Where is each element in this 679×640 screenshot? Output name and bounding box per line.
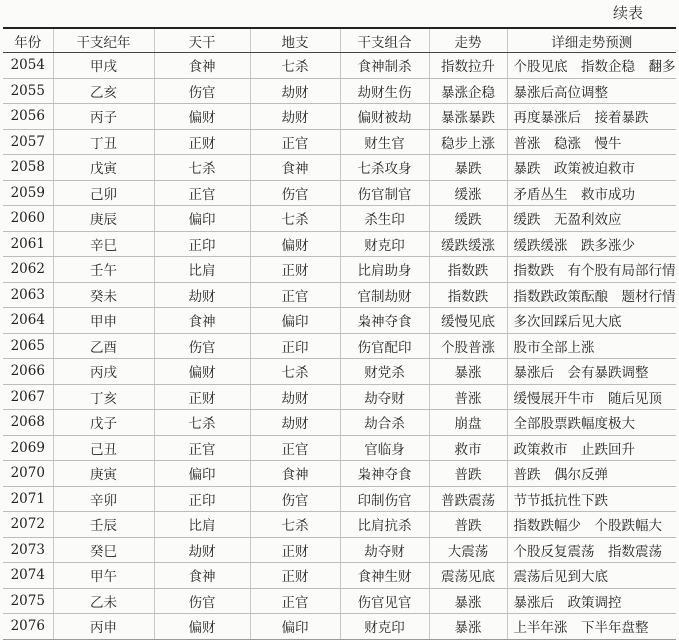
cell-detail: 政策救市 止跌回升 xyxy=(507,435,676,461)
cell-trend: 暴涨 xyxy=(429,588,507,614)
cell-year: 2064 xyxy=(3,308,53,334)
cell-tiangan: 偏印 xyxy=(154,206,250,232)
cell-detail: 节节抵抗性下跌 xyxy=(507,486,676,512)
cell-dizhi: 偏财 xyxy=(250,231,340,257)
cell-trend: 震荡见底 xyxy=(429,563,507,589)
cell-tiangan: 伤官 xyxy=(154,333,250,359)
header-row xyxy=(3,28,676,53)
cell-ganzhi: 丁丑 xyxy=(53,129,154,155)
cell-combination: 比肩助身 xyxy=(340,257,429,283)
cell-ganzhi: 乙未 xyxy=(53,588,154,614)
table-row xyxy=(3,180,676,206)
cell-dizhi: 正财 xyxy=(250,563,340,589)
table-caption: 续表 xyxy=(612,4,643,22)
cell-year: 2057 xyxy=(3,129,53,155)
cell-ganzhi: 丁亥 xyxy=(53,384,154,410)
cell-dizhi: 伤官 xyxy=(250,180,340,206)
cell-trend: 暴涨 xyxy=(429,359,507,385)
cell-tiangan: 食神 xyxy=(154,563,250,589)
cell-trend: 救市 xyxy=(429,435,507,461)
cell-combination: 劫财生伤 xyxy=(340,78,429,104)
cell-dizhi: 劫财 xyxy=(250,104,340,130)
cell-year: 2068 xyxy=(3,410,53,436)
cell-ganzhi: 戊寅 xyxy=(53,155,154,181)
table-row xyxy=(3,231,676,257)
cell-trend: 普跌震荡 xyxy=(429,486,507,512)
cell-year: 2054 xyxy=(3,53,53,79)
cell-detail: 暴涨后 政策调控 xyxy=(507,588,676,614)
cell-ganzhi: 癸未 xyxy=(53,282,154,308)
cell-trend: 缓涨 xyxy=(429,180,507,206)
cell-dizhi: 七杀 xyxy=(250,512,340,538)
table-row xyxy=(3,384,676,410)
cell-combination: 食神制杀 xyxy=(340,53,429,79)
cell-ganzhi: 甲戌 xyxy=(53,53,154,79)
table-row xyxy=(3,155,676,181)
cell-trend: 个股普涨 xyxy=(429,333,507,359)
cell-ganzhi: 甲午 xyxy=(53,563,154,589)
cell-tiangan: 比肩 xyxy=(154,257,250,283)
cell-combination: 枭神夺食 xyxy=(340,308,429,334)
cell-tiangan: 比肩 xyxy=(154,512,250,538)
cell-ganzhi: 甲申 xyxy=(53,308,154,334)
cell-dizhi: 偏印 xyxy=(250,308,340,334)
cell-trend: 大震荡 xyxy=(429,537,507,563)
cell-dizhi: 伤官 xyxy=(250,486,340,512)
cell-detail: 个股见底 指数企稳 翻多 xyxy=(507,53,676,79)
cell-detail: 普跌 偶尔反弹 xyxy=(507,461,676,487)
cell-detail: 全部股票跌幅度极大 xyxy=(507,410,676,436)
cell-trend: 暴跌 xyxy=(429,155,507,181)
cell-dizhi: 七杀 xyxy=(250,359,340,385)
table-row xyxy=(3,308,676,334)
cell-ganzhi: 戊子 xyxy=(53,410,154,436)
cell-detail: 股市全部上涨 xyxy=(507,333,676,359)
cell-year: 2074 xyxy=(3,563,53,589)
cell-combination: 劫合杀 xyxy=(340,410,429,436)
cell-detail: 再度暴涨后 接着暴跌 xyxy=(507,104,676,130)
cell-trend: 指数拉升 xyxy=(429,53,507,79)
cell-detail: 多次回踩后见大底 xyxy=(507,308,676,334)
cell-ganzhi: 癸巳 xyxy=(53,537,154,563)
cell-dizhi: 正官 xyxy=(250,435,340,461)
cell-detail: 矛盾丛生 救市成功 xyxy=(507,180,676,206)
cell-combination: 伤官配印 xyxy=(340,333,429,359)
cell-ganzhi: 丙申 xyxy=(53,614,154,640)
cell-ganzhi: 壬辰 xyxy=(53,512,154,538)
cell-tiangan: 正官 xyxy=(154,180,250,206)
table-row xyxy=(3,104,676,130)
cell-tiangan: 劫财 xyxy=(154,537,250,563)
cell-detail: 缓慢展开牛市 随后见顶 xyxy=(507,384,676,410)
cell-ganzhi: 乙酉 xyxy=(53,333,154,359)
cell-tiangan: 七杀 xyxy=(154,410,250,436)
cell-combination: 官制劫财 xyxy=(340,282,429,308)
cell-year: 2071 xyxy=(3,486,53,512)
cell-tiangan: 正印 xyxy=(154,486,250,512)
cell-dizhi: 劫财 xyxy=(250,78,340,104)
table-row xyxy=(3,78,676,104)
cell-combination: 财克印 xyxy=(340,614,429,640)
cell-combination: 伤官制官 xyxy=(340,180,429,206)
cell-detail: 暴跌 政策被迫救市 xyxy=(507,155,676,181)
cell-combination: 劫夺财 xyxy=(340,384,429,410)
table-row xyxy=(3,563,676,589)
cell-ganzhi: 己卯 xyxy=(53,180,154,206)
cell-combination: 比肩抗杀 xyxy=(340,512,429,538)
cell-tiangan: 七杀 xyxy=(154,155,250,181)
cell-year: 2060 xyxy=(3,206,53,232)
cell-dizhi: 正财 xyxy=(250,257,340,283)
cell-combination: 枭神夺食 xyxy=(340,461,429,487)
table-row xyxy=(3,614,676,640)
cell-tiangan: 劫财 xyxy=(154,282,250,308)
forecast-table xyxy=(3,27,676,640)
table-row xyxy=(3,512,676,538)
cell-dizhi: 正印 xyxy=(250,333,340,359)
cell-year: 2075 xyxy=(3,588,53,614)
cell-dizhi: 七杀 xyxy=(250,206,340,232)
cell-trend: 普跌 xyxy=(429,512,507,538)
cell-combination: 杀生印 xyxy=(340,206,429,232)
cell-combination: 财生官 xyxy=(340,129,429,155)
cell-tiangan: 伤官 xyxy=(154,588,250,614)
cell-trend: 指数跌 xyxy=(429,282,507,308)
cell-dizhi: 正财 xyxy=(250,537,340,563)
cell-year: 2066 xyxy=(3,359,53,385)
cell-combination: 财克印 xyxy=(340,231,429,257)
table-row xyxy=(3,53,676,79)
cell-detail: 震荡后见到大底 xyxy=(507,563,676,589)
cell-detail: 上半年涨 下半年盘整 xyxy=(507,614,676,640)
cell-year: 2069 xyxy=(3,435,53,461)
cell-trend: 崩盘 xyxy=(429,410,507,436)
cell-detail: 个股反复震荡 指数震荡 xyxy=(507,537,676,563)
cell-year: 2059 xyxy=(3,180,53,206)
cell-trend: 暴涨暴跌 xyxy=(429,104,507,130)
cell-tiangan: 偏印 xyxy=(154,461,250,487)
cell-year: 2072 xyxy=(3,512,53,538)
cell-year: 2067 xyxy=(3,384,53,410)
cell-tiangan: 正印 xyxy=(154,231,250,257)
header-detail: 详细走势预测 xyxy=(507,28,676,53)
cell-ganzhi: 辛巳 xyxy=(53,231,154,257)
table-row xyxy=(3,206,676,232)
header-tiangan: 天干 xyxy=(154,28,250,53)
cell-dizhi: 七杀 xyxy=(250,53,340,79)
cell-tiangan: 正财 xyxy=(154,384,250,410)
cell-year: 2061 xyxy=(3,231,53,257)
header-ganzhi: 干支纪年 xyxy=(53,28,154,53)
cell-trend: 指数跌 xyxy=(429,257,507,283)
cell-year: 2076 xyxy=(3,614,53,640)
cell-ganzhi: 丙子 xyxy=(53,104,154,130)
cell-detail: 普涨 稳涨 慢牛 xyxy=(507,129,676,155)
header-dizhi: 地支 xyxy=(250,28,340,53)
table-row xyxy=(3,461,676,487)
cell-tiangan: 食神 xyxy=(154,308,250,334)
table-row xyxy=(3,359,676,385)
cell-combination: 偏财被劫 xyxy=(340,104,429,130)
cell-year: 2070 xyxy=(3,461,53,487)
cell-dizhi: 食神 xyxy=(250,461,340,487)
cell-year: 2058 xyxy=(3,155,53,181)
cell-tiangan: 偏财 xyxy=(154,104,250,130)
cell-detail: 指数跌政策酝酿 题材行情 xyxy=(507,282,676,308)
cell-dizhi: 劫财 xyxy=(250,410,340,436)
cell-dizhi: 正官 xyxy=(250,588,340,614)
cell-combination: 劫夺财 xyxy=(340,537,429,563)
table-row xyxy=(3,588,676,614)
cell-tiangan: 伤官 xyxy=(154,78,250,104)
cell-detail: 指数跌 有个股有局部行情 xyxy=(507,257,676,283)
cell-ganzhi: 辛卯 xyxy=(53,486,154,512)
cell-trend: 暴涨 xyxy=(429,614,507,640)
cell-trend: 普跌 xyxy=(429,461,507,487)
cell-trend: 暴涨企稳 xyxy=(429,78,507,104)
cell-trend: 普涨 xyxy=(429,384,507,410)
cell-ganzhi: 庚寅 xyxy=(53,461,154,487)
cell-trend: 稳步上涨 xyxy=(429,129,507,155)
cell-year: 2062 xyxy=(3,257,53,283)
table-row xyxy=(3,410,676,436)
table-row xyxy=(3,257,676,283)
cell-dizhi: 正官 xyxy=(250,282,340,308)
cell-trend: 缓慢见底 xyxy=(429,308,507,334)
cell-tiangan: 偏财 xyxy=(154,614,250,640)
cell-tiangan: 偏财 xyxy=(154,359,250,385)
header-year: 年份 xyxy=(3,28,53,53)
table-row xyxy=(3,435,676,461)
table-row xyxy=(3,486,676,512)
header-trend: 走势 xyxy=(429,28,507,53)
cell-combination: 七杀攻身 xyxy=(340,155,429,181)
cell-trend: 缓跌缓涨 xyxy=(429,231,507,257)
cell-tiangan: 食神 xyxy=(154,53,250,79)
cell-detail: 缓跌缓涨 跌多涨少 xyxy=(507,231,676,257)
cell-ganzhi: 丙戌 xyxy=(53,359,154,385)
cell-tiangan: 正财 xyxy=(154,129,250,155)
cell-ganzhi: 乙亥 xyxy=(53,78,154,104)
cell-dizhi: 正官 xyxy=(250,129,340,155)
cell-trend: 缓跌 xyxy=(429,206,507,232)
cell-year: 2056 xyxy=(3,104,53,130)
cell-year: 2063 xyxy=(3,282,53,308)
cell-combination: 伤官见官 xyxy=(340,588,429,614)
cell-detail: 缓跌 无盈利效应 xyxy=(507,206,676,232)
cell-year: 2055 xyxy=(3,78,53,104)
table-row xyxy=(3,537,676,563)
cell-year: 2073 xyxy=(3,537,53,563)
cell-combination: 官临身 xyxy=(340,435,429,461)
cell-ganzhi: 壬午 xyxy=(53,257,154,283)
table-row xyxy=(3,282,676,308)
cell-year: 2065 xyxy=(3,333,53,359)
cell-tiangan: 正官 xyxy=(154,435,250,461)
cell-combination: 食神生财 xyxy=(340,563,429,589)
cell-ganzhi: 庚辰 xyxy=(53,206,154,232)
table-row xyxy=(3,333,676,359)
cell-combination: 财党杀 xyxy=(340,359,429,385)
cell-dizhi: 劫财 xyxy=(250,384,340,410)
table-row xyxy=(3,129,676,155)
cell-combination: 印制伤官 xyxy=(340,486,429,512)
cell-dizhi: 食神 xyxy=(250,155,340,181)
cell-detail: 暴涨后 会有暴跌调整 xyxy=(507,359,676,385)
header-combination: 干支组合 xyxy=(340,28,429,53)
cell-dizhi: 偏印 xyxy=(250,614,340,640)
cell-detail: 指数跌幅少 个股跌幅大 xyxy=(507,512,676,538)
cell-detail: 暴涨后高位调整 xyxy=(507,78,676,104)
cell-ganzhi: 己丑 xyxy=(53,435,154,461)
